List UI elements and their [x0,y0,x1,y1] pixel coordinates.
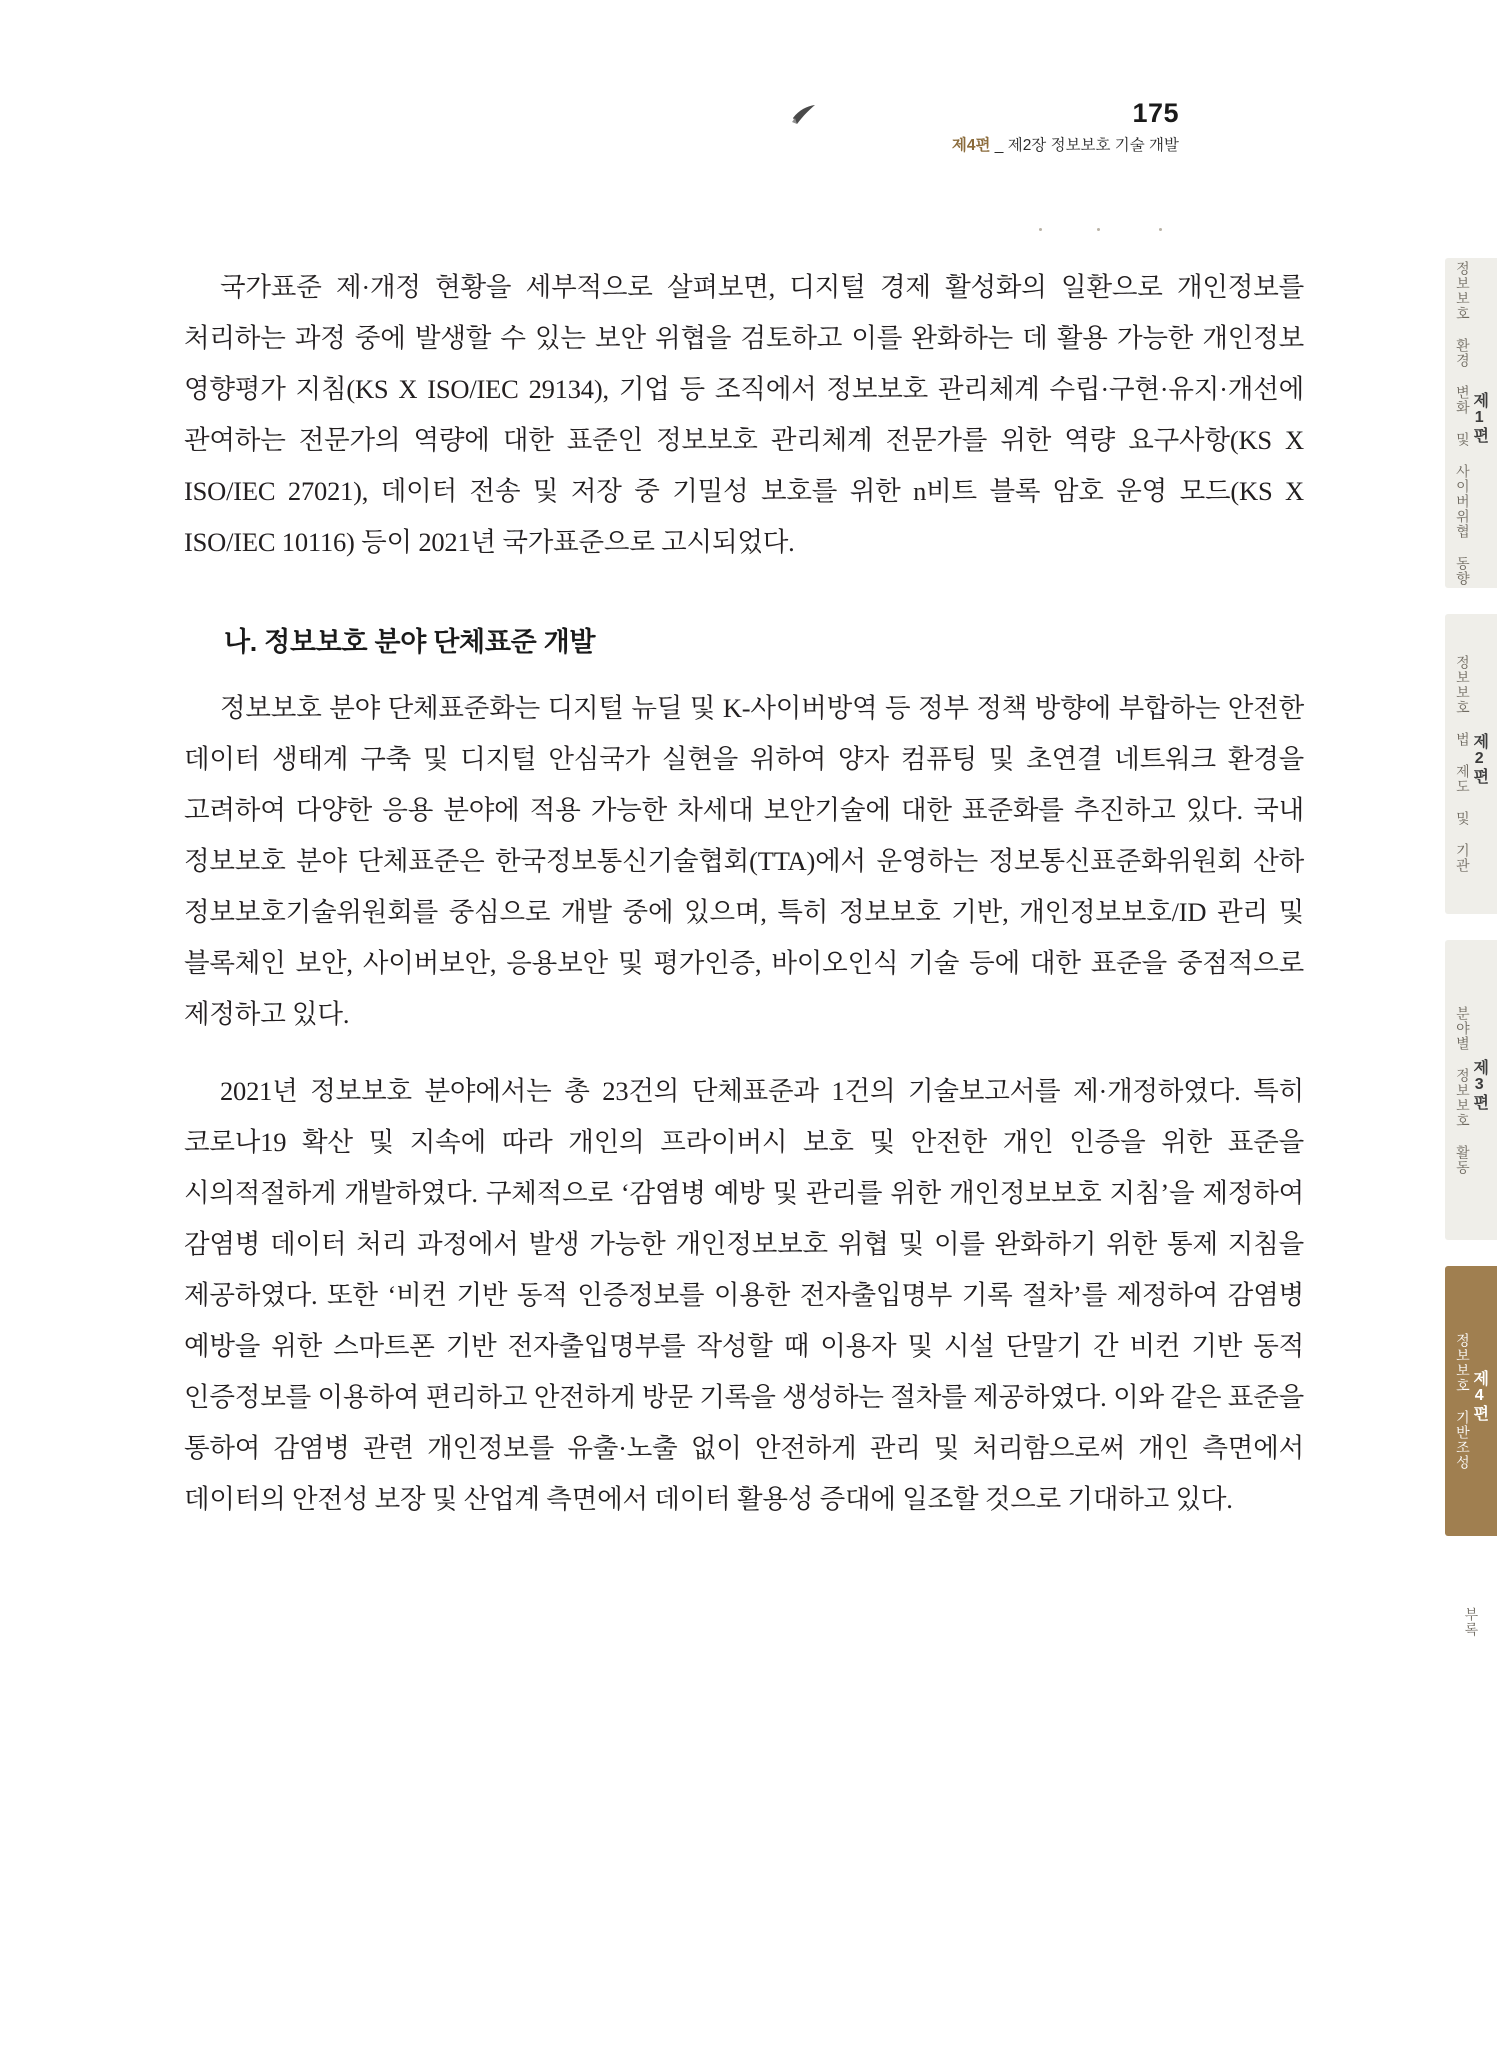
side-tab-part-4-label: 정보보호 기반조성 [1454,1332,1471,1470]
side-tab-appendix[interactable] [1445,1562,1497,1682]
side-tab-part-4-number: 제4편 [1470,1370,1488,1422]
side-tab-part-3-label: 분야별 정보보호 활동 [1454,1005,1471,1175]
side-tab-part-3[interactable] [1445,940,1497,1240]
paragraph-2021-standards: 2021년 정보보호 분야에서는 총 23건의 단체표준과 1건의 기술보고서를 제·개정하였다. 특히 코로나19 확산 및 지속에 따라 개인의 프라이버시 보호 및 안전한 개인 인증을 위한 표준을 시의적절하게 개발하였다. 구체적으로 ‘감염병 예방 및 관리를 위한 개인정보보호 지침’을 제정하여 감염병 데이터 처리 과정에서 발생 가능한 개인정보보호 위협 및 이를 완화하기 위한 통제 지침을 제공하였다. 또한 ‘비컨 기반 동적 인증정보를 이용한 전자출입명부 기록 절차’를 제정하여 감염병 예방을 위한 스마트폰 기반 전자출입명부를 작성할 때 이용자 및 시설 단말기 간 비컨 기반 동적 인증정보를 이용하여 편리하고 안전하게 방문 기록을 생성하는 절차를 제공하였다. 이와 같은 표준을 통하여 감염병 관련 개인정보를 유출·노출 없이 안전하게 관리 및 처리함으로써 개인 측면에서 데이터의 안전성 보장 및 산업계 측면에서 데이터 활용성 증대에 일조할 것으로 기대하고 있다. [184,1076,1304,1514]
breadcrumb-chapter: 제2장 정보보호 기술 개발 [1007,137,1179,154]
paragraph-national-standards: 국가표준 제·개정 현황을 세부적으로 살펴보면, 디지털 경제 활성화의 일환으로 개인정보를 처리하는 과정 중에 발생할 수 있는 보안 위협을 검토하고 이를 완화하는 데 활용 가능한 개인정보 영향평가 지침(KS X ISO/IEC 29134), 기업 등 조직에서 정보보호 관리체계 수립·구현·유지·개선에 관여하는 전문가의 역량에 대한 표준인 정보보호 관리체계 전문가를 위한 역량 요구사항(KS X ISO/IEC 27021), 데이터 전송 및 저장 중 기밀성 보호를 위한 n비트 블록 암호 운영 모드(KS X ISO/IEC 10116) 등이 2021년 국가표준으로 고시되었다. [184,272,1304,557]
side-tab-part-3-number: 제3편 [1470,1059,1488,1111]
breadcrumb-separator: _ [994,137,1004,154]
page-number: 175 [1132,98,1179,128]
page-content [184,262,1304,1533]
breadcrumb [952,138,1179,154]
flag-ornament-icon [791,104,817,126]
side-tab-spacer [1435,588,1497,614]
section-heading-group-standards: 나. 정보보호 분야 단체표준 개발 [224,627,596,657]
side-tab-part-2-number: 제2편 [1470,733,1488,785]
breadcrumb-part: 제4편 [951,137,991,154]
page-header [952,100,1179,154]
side-tab-part-2[interactable] [1445,614,1497,914]
side-tab-spacer [1435,1240,1497,1266]
side-tab-part-1-number: 제1편 [1470,392,1488,444]
side-tab-part-1-label: 정보보호 환경 변화 및 사이버위협 동향 [1454,260,1471,586]
side-tab-part-2-label: 정보보호 법 제도 및 기관 [1454,655,1471,873]
side-tab-spacer [1435,914,1497,940]
paragraph-group-standardization: 정보보호 분야 단체표준화는 디지털 뉴딜 및 K-사이버방역 등 정부 정책 방향에 부합하는 안전한 데이터 생태계 구축 및 디지털 안심국가 실현을 위하여 양자 컴퓨팅 및 초연결 네트워크 환경을 고려하여 다양한 응용 분야에 적용 가능한 차세대 보안기술에 대한 표준화를 추진하고 있다. 국내 정보보호 분야 단체표준은 한국정보통신기술협회(TTA)에서 운영하는 정보통신표준화위원회 산하 정보보호기술위원회를 중심으로 개발 중에 있으며, 특히 정보보호 기반, 개인정보보호/ID 관리 및 블록체인 보안, 사이버보안, 응용보안 및 평가인증, 바이오인식 기술 등에 대한 표준을 중점적으로 제정하고 있다. [184,693,1304,1029]
side-tab-rail [1435,258,1497,1682]
side-tab-part-4[interactable] [1445,1266,1497,1536]
side-tab-spacer [1435,1536,1497,1562]
side-tab-appendix-label: 부록 [1463,1607,1480,1637]
header-dot-decoration [1039,228,1179,232]
side-tab-part-1[interactable] [1445,258,1497,588]
